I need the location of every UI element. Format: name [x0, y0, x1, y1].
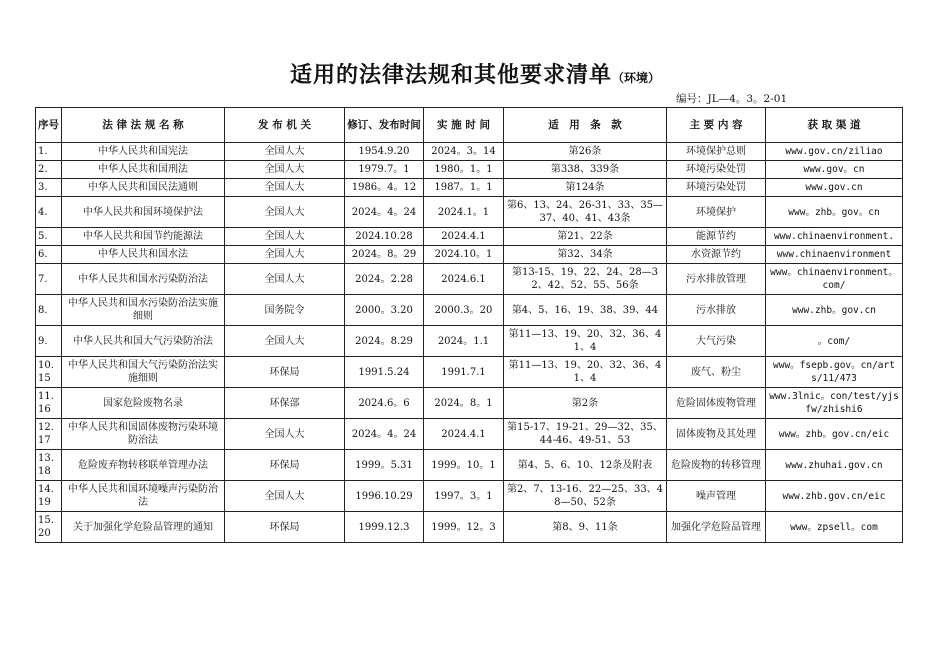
table-row	[36, 295, 903, 326]
table-row	[36, 450, 903, 481]
table-row	[36, 481, 903, 512]
row-eff-date: 1999。12。3	[424, 512, 504, 543]
row-eff-date: 2024。1.1	[424, 326, 504, 357]
table-row	[36, 264, 903, 295]
row-clause: 第2条	[504, 388, 667, 419]
document-number: 编号：JL—4。3。2-01	[676, 93, 788, 105]
row-content: 废气、粉尘	[667, 357, 766, 388]
row-eff-date: 2024.4.1	[424, 228, 504, 246]
row-content: 环境污染处罚	[667, 161, 766, 179]
row-content: 环境保护总则	[667, 143, 766, 161]
row-content: 危险固体废物管理	[667, 388, 766, 419]
row-content: 加强化学危险品管理	[667, 512, 766, 543]
row-name: 中华人民共和国固体废物污染环境防治法	[62, 419, 225, 450]
header-eff-date: 实 施 时 间	[424, 108, 504, 143]
table-body	[36, 143, 903, 543]
row-pub-date: 1996.10.29	[345, 481, 424, 512]
row-clause: 第8、9、11条	[504, 512, 667, 543]
title-subtitle: （环境）	[612, 71, 661, 85]
row-org: 全国人大	[225, 143, 345, 161]
row-number: 8.	[36, 295, 62, 326]
table-row	[36, 161, 903, 179]
row-name: 中华人民共和国环境保护法	[62, 197, 225, 228]
row-number: 6.	[36, 246, 62, 264]
row-source: 。com/	[766, 326, 903, 357]
table-row	[36, 357, 903, 388]
row-number: 13.18	[36, 450, 62, 481]
row-source: www。zpsell。com	[766, 512, 903, 543]
row-number: 9.	[36, 326, 62, 357]
document-title	[0, 58, 950, 89]
header-pub-date: 修订、发布时间	[345, 108, 424, 143]
row-clause: 第4、5、6、10、12条及附表	[504, 450, 667, 481]
row-name: 中华人民共和国刑法	[62, 161, 225, 179]
row-name: 危险废弃物转移联单管理办法	[62, 450, 225, 481]
row-content: 污水排放管理	[667, 264, 766, 295]
row-content: 大气污染	[667, 326, 766, 357]
row-pub-date: 2024。8。29	[345, 246, 424, 264]
row-source: www.chinaenvironment.	[766, 228, 903, 246]
row-eff-date: 1991.7.1	[424, 357, 504, 388]
row-pub-date: 1954.9.20	[345, 143, 424, 161]
row-name: 中华人民共和国大气污染防治法	[62, 326, 225, 357]
row-content: 环境污染处罚	[667, 179, 766, 197]
header-name: 法 律 法 规 名 称	[62, 108, 225, 143]
row-name: 国家危险废物名录	[62, 388, 225, 419]
row-pub-date: 2000。3.20	[345, 295, 424, 326]
table-row	[36, 419, 903, 450]
row-org: 环保局	[225, 512, 345, 543]
row-name: 中华人民共和国环境噪声污染防治法	[62, 481, 225, 512]
row-name: 中华人民共和国宪法	[62, 143, 225, 161]
row-org: 环保局	[225, 357, 345, 388]
row-org: 全国人大	[225, 161, 345, 179]
row-org: 全国人大	[225, 419, 345, 450]
table-row	[36, 512, 903, 543]
row-eff-date: 1980。1。1	[424, 161, 504, 179]
row-name: 中华人民共和国水污染防治法实施细则	[62, 295, 225, 326]
row-pub-date: 2024。4。24	[345, 419, 424, 450]
row-content: 危险废物的转移管理	[667, 450, 766, 481]
row-source: www.gov。cn	[766, 161, 903, 179]
row-clause: 第11—13、19、20、32、36、41、4	[504, 357, 667, 388]
row-name: 中华人民共和国水法	[62, 246, 225, 264]
table-row	[36, 179, 903, 197]
row-name: 中华人民共和国水污染防治法	[62, 264, 225, 295]
row-clause: 第13-15、19、22、24、28—32、42、52、55、56条	[504, 264, 667, 295]
table-row	[36, 326, 903, 357]
title-main: 适用的法律法规和其他要求清单	[289, 63, 612, 88]
row-number: 5.	[36, 228, 62, 246]
row-source: www.zhb.gov.cn/eic	[766, 481, 903, 512]
row-number: 3.	[36, 179, 62, 197]
row-source: www。chinaenvironment。com/	[766, 264, 903, 295]
row-number: 11.16	[36, 388, 62, 419]
row-eff-date: 2024。3。14	[424, 143, 504, 161]
row-clause: 第4、5、16、19、38、39、44	[504, 295, 667, 326]
row-eff-date: 2024。8。1	[424, 388, 504, 419]
row-source: www.zhuhai.gov.cn	[766, 450, 903, 481]
row-content: 水资源节约	[667, 246, 766, 264]
header-content: 主 要 内 容	[667, 108, 766, 143]
row-clause: 第15-17、19-21、29—32、35、44-46、49-51、53	[504, 419, 667, 450]
row-clause: 第26条	[504, 143, 667, 161]
row-pub-date: 1999.12.3	[345, 512, 424, 543]
row-org: 全国人大	[225, 264, 345, 295]
row-name: 中华人民共和国大气污染防治法实施细则	[62, 357, 225, 388]
row-name: 中华人民共和国节约能源法	[62, 228, 225, 246]
row-clause: 第338、339条	[504, 161, 667, 179]
row-org: 全国人大	[225, 246, 345, 264]
row-name: 中华人民共和国民法通则	[62, 179, 225, 197]
row-pub-date: 1979.7。1	[345, 161, 424, 179]
row-org: 全国人大	[225, 326, 345, 357]
row-source: www.3lnic。con/test/yjsfw/zhishi6	[766, 388, 903, 419]
table-row	[36, 246, 903, 264]
header-no: 序号	[36, 108, 62, 143]
regulations-table	[35, 107, 903, 543]
row-source: www.zhb。gov.cn	[766, 295, 903, 326]
row-pub-date: 1991.5.24	[345, 357, 424, 388]
row-org: 环保部	[225, 388, 345, 419]
row-source: www。fsepb.gov。cn/arts/11/473	[766, 357, 903, 388]
row-clause: 第2、7、13-16、22—25、33、48—50、52条	[504, 481, 667, 512]
row-number: 4.	[36, 197, 62, 228]
row-clause: 第21、22条	[504, 228, 667, 246]
row-content: 噪声管理	[667, 481, 766, 512]
row-pub-date: 2024.6。6	[345, 388, 424, 419]
row-org: 国务院令	[225, 295, 345, 326]
row-eff-date: 2024.6.1	[424, 264, 504, 295]
table-row	[36, 143, 903, 161]
row-clause: 第11—13、19、20、32、36、41、4	[504, 326, 667, 357]
row-clause: 第32、34条	[504, 246, 667, 264]
row-org: 全国人大	[225, 481, 345, 512]
row-source: www.gov.cn	[766, 179, 903, 197]
row-pub-date: 1986。4。12	[345, 179, 424, 197]
header-clause: 适 用 条 款	[504, 108, 667, 143]
row-content: 环境保护	[667, 197, 766, 228]
row-org: 全国人大	[225, 228, 345, 246]
row-org: 环保局	[225, 450, 345, 481]
row-clause: 第124条	[504, 179, 667, 197]
row-number: 12.17	[36, 419, 62, 450]
row-pub-date: 1999。5.31	[345, 450, 424, 481]
row-pub-date: 2024。4。24	[345, 197, 424, 228]
row-eff-date: 2024.1。1	[424, 197, 504, 228]
row-number: 10.15	[36, 357, 62, 388]
row-number: 7.	[36, 264, 62, 295]
row-content: 能源节约	[667, 228, 766, 246]
row-number: 2.	[36, 161, 62, 179]
row-eff-date: 2024.10。1	[424, 246, 504, 264]
header-org: 发 布 机 关	[225, 108, 345, 143]
row-source: www.gov.cn/ziliao	[766, 143, 903, 161]
row-eff-date: 1999。10。1	[424, 450, 504, 481]
row-eff-date: 2024.4.1	[424, 419, 504, 450]
row-source: www.chinaenvironment	[766, 246, 903, 264]
header-source: 获 取 渠 道	[766, 108, 903, 143]
table-row	[36, 197, 903, 228]
row-eff-date: 1997。3。1	[424, 481, 504, 512]
row-content: 污水排放	[667, 295, 766, 326]
row-number: 1.	[36, 143, 62, 161]
row-org: 全国人大	[225, 179, 345, 197]
row-pub-date: 2024。2.28	[345, 264, 424, 295]
row-name: 关于加强化学危险品管理的通知	[62, 512, 225, 543]
row-eff-date: 2000.3。20	[424, 295, 504, 326]
row-clause: 第6、13、24、26-31、33、35—37、40、41、43条	[504, 197, 667, 228]
table-header-row	[36, 108, 903, 143]
row-source: www。zhb。gov。cn	[766, 197, 903, 228]
row-eff-date: 1987。1。1	[424, 179, 504, 197]
row-pub-date: 2024。8.29	[345, 326, 424, 357]
row-content: 固体废物及其处理	[667, 419, 766, 450]
row-org: 全国人大	[225, 197, 345, 228]
row-pub-date: 2024.10.28	[345, 228, 424, 246]
row-number: 14.19	[36, 481, 62, 512]
table-row	[36, 228, 903, 246]
row-number: 15.20	[36, 512, 62, 543]
table-row	[36, 388, 903, 419]
row-source: www。zhb。gov.cn/eic	[766, 419, 903, 450]
